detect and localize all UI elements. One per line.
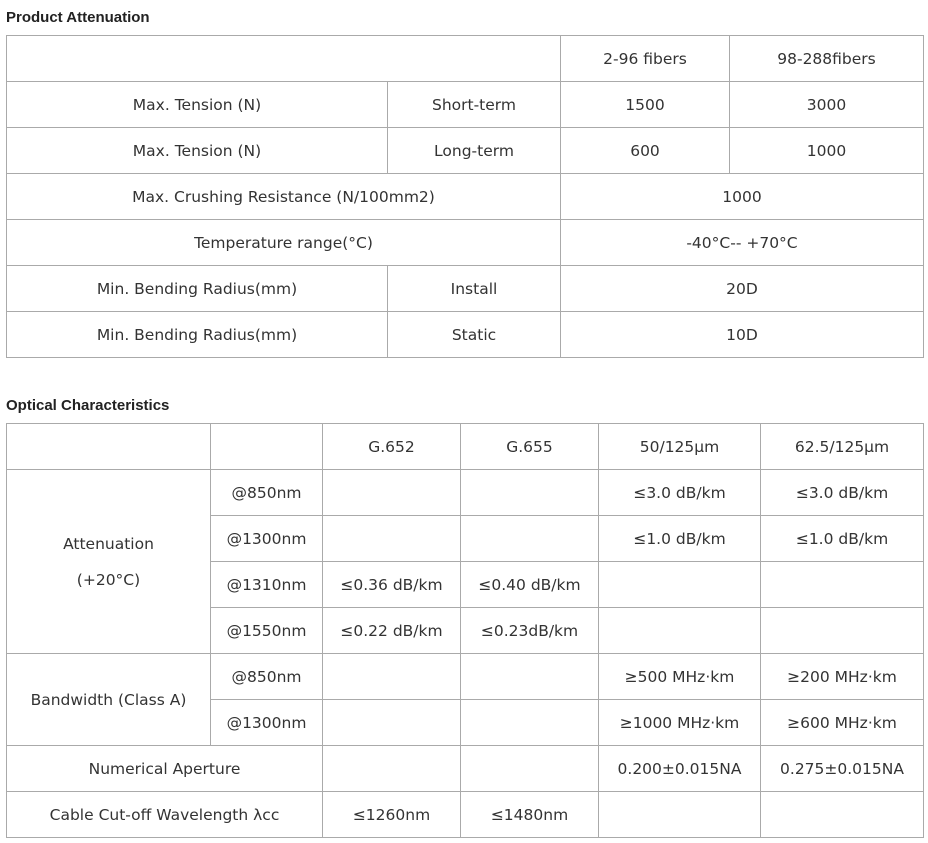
wavelength-cell: @1300nm — [211, 516, 323, 562]
cell-62-5-125um: ≤1.0 dB/km — [761, 516, 924, 562]
cell-g652 — [323, 654, 461, 700]
table-row — [7, 174, 924, 220]
attenuation-label: Attenuation — [63, 534, 154, 553]
cell-value: -40°C-- +70°C — [561, 220, 924, 266]
bandwidth-label: Bandwidth (Class A) — [7, 654, 211, 746]
cell-g655 — [461, 700, 599, 746]
table-row — [7, 220, 924, 266]
cell-value: 3000 — [730, 82, 924, 128]
header-cell-98-288-fibers: 98-288fibers — [730, 36, 924, 82]
cell-50-125um: ≤1.0 dB/km — [599, 516, 761, 562]
cell-62-5-125um: ≤3.0 dB/km — [761, 470, 924, 516]
header-cell-blank — [7, 36, 561, 82]
row-label: Max. Tension (N) — [7, 82, 388, 128]
cell-g652 — [323, 470, 461, 516]
cell-value: 1500 — [561, 82, 730, 128]
cell-50-125um — [599, 792, 761, 838]
cell-50-125um: ≥500 MHz·km — [599, 654, 761, 700]
cell-g655: ≤0.40 dB/km — [461, 562, 599, 608]
cutoff-wavelength-label: Cable Cut-off Wavelength λcc — [7, 792, 323, 838]
cell-value: 1000 — [561, 174, 924, 220]
header-cell-g652: G.652 — [323, 424, 461, 470]
row-sub-label: Static — [388, 312, 561, 358]
header-cell-2-96-fibers: 2-96 fibers — [561, 36, 730, 82]
cell-62-5-125um: ≥600 MHz·km — [761, 700, 924, 746]
cell-g652: ≤0.22 dB/km — [323, 608, 461, 654]
cell-g655 — [461, 516, 599, 562]
table-header-row — [7, 36, 924, 82]
wavelength-cell: @850nm — [211, 470, 323, 516]
cell-value: 20D — [561, 266, 924, 312]
row-label: Min. Bending Radius(mm) — [7, 266, 388, 312]
optical-characteristics-table — [6, 423, 924, 838]
table-row — [7, 654, 924, 700]
cell-g652: ≤1260nm — [323, 792, 461, 838]
attenuation-group-label — [7, 470, 211, 654]
cell-g655 — [461, 470, 599, 516]
cell-50-125um — [599, 562, 761, 608]
header-cell-blank — [211, 424, 323, 470]
wavelength-cell: @850nm — [211, 654, 323, 700]
cell-g655 — [461, 746, 599, 792]
table-row — [7, 792, 924, 838]
cell-value: 10D — [561, 312, 924, 358]
cell-62-5-125um: 0.275±0.015NA — [761, 746, 924, 792]
cell-50-125um: 0.200±0.015NA — [599, 746, 761, 792]
wavelength-cell: @1300nm — [211, 700, 323, 746]
cell-62-5-125um — [761, 608, 924, 654]
table-row — [7, 128, 924, 174]
cell-value: 1000 — [730, 128, 924, 174]
optical-characteristics-title: Optical Characteristics — [6, 397, 170, 414]
table-row — [7, 746, 924, 792]
cell-g655: ≤0.23dB/km — [461, 608, 599, 654]
cell-50-125um: ≤3.0 dB/km — [599, 470, 761, 516]
header-cell-blank — [7, 424, 211, 470]
table-row — [7, 470, 924, 516]
cell-g652 — [323, 516, 461, 562]
cell-g655: ≤1480nm — [461, 792, 599, 838]
row-label: Temperature range(°C) — [7, 220, 561, 266]
row-label: Min. Bending Radius(mm) — [7, 312, 388, 358]
table-header-row — [7, 424, 924, 470]
table-row — [7, 82, 924, 128]
row-sub-label: Long-term — [388, 128, 561, 174]
header-cell-50-125um: 50/125μm — [599, 424, 761, 470]
row-sub-label: Install — [388, 266, 561, 312]
header-cell-62-5-125um: 62.5/125μm — [761, 424, 924, 470]
cell-50-125um — [599, 608, 761, 654]
header-cell-g655: G.655 — [461, 424, 599, 470]
cell-g655 — [461, 654, 599, 700]
table-row — [7, 266, 924, 312]
row-sub-label: Short-term — [388, 82, 561, 128]
attenuation-temperature: (+20°C) — [76, 570, 141, 589]
cell-50-125um: ≥1000 MHz·km — [599, 700, 761, 746]
cell-62-5-125um — [761, 792, 924, 838]
row-label: Max. Crushing Resistance (N/100mm2) — [7, 174, 561, 220]
numerical-aperture-label: Numerical Aperture — [7, 746, 323, 792]
wavelength-cell: @1550nm — [211, 608, 323, 654]
table-row — [7, 312, 924, 358]
row-label: Max. Tension (N) — [7, 128, 388, 174]
cell-62-5-125um: ≥200 MHz·km — [761, 654, 924, 700]
cell-g652 — [323, 700, 461, 746]
product-attenuation-title: Product Attenuation — [6, 9, 150, 26]
cell-g652: ≤0.36 dB/km — [323, 562, 461, 608]
wavelength-cell: @1310nm — [211, 562, 323, 608]
product-attenuation-table — [6, 35, 924, 358]
cell-62-5-125um — [761, 562, 924, 608]
cell-value: 600 — [561, 128, 730, 174]
cell-g652 — [323, 746, 461, 792]
